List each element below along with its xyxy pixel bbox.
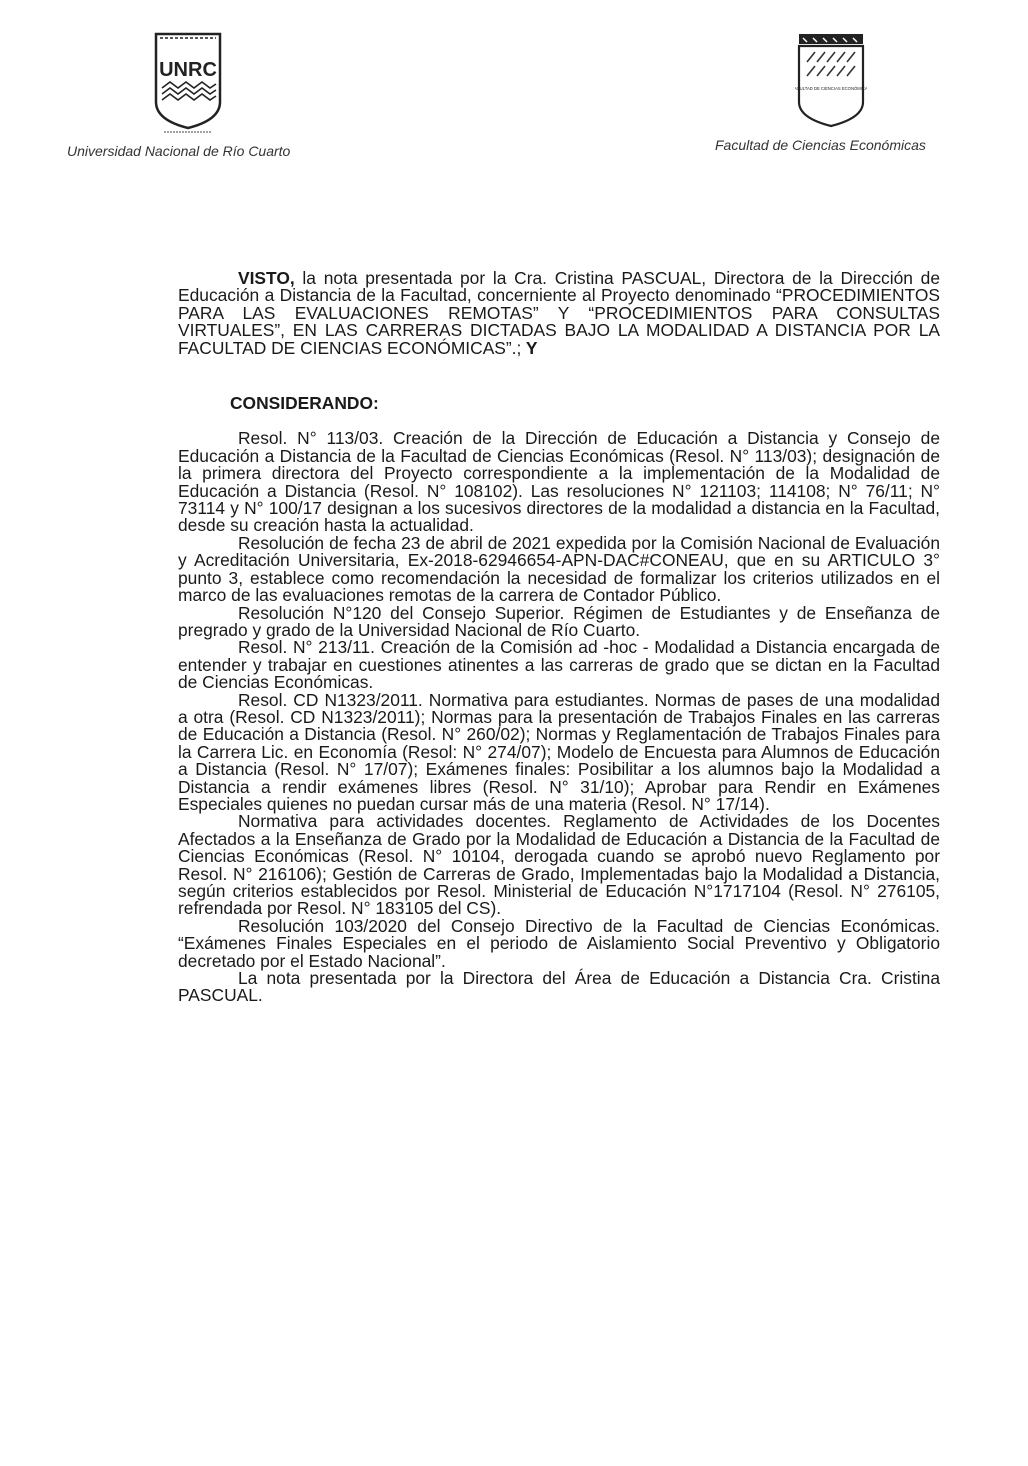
considerando-paragraph: Resolución de fecha 23 de abril de 2021 expedida por la Comisión Nacional de Evaluación y Acreditación Universitaria, Ex-2018-62946654-APN-DAC#CONEAU, que en su ARTICULO 3° punto 3, establece como recomendación la necesidad de formalizar los criterios utilizados en el marco de las evaluaciones remotas de la carrera de Contador Público. xyxy=(178,532,940,606)
considerando-paragraph: La nota presentada por la Directora del Área de Educación a Distancia Cra. Cristina PASCUAL. xyxy=(178,968,940,1006)
faculty-name: Facultad de Ciencias Económicas xyxy=(715,137,926,153)
visto-paragraph xyxy=(178,270,940,357)
university-name: Universidad Nacional de Río Cuarto xyxy=(67,143,291,159)
considerando-paragraph: Resol. N° 113/03. Creación de la Dirección de Educación a Distancia y Consejo de Educación a Distancia de la Facultad de Ciencias Económicas (Resol. N° 113/03); designación de la primera directora del Proyecto correspondiente a la implementación de la Modalidad de Educación a Distancia (Resol. N° 108102). Las resoluciones N° 121103; 114108; N° 76/11; N° 73114 y N° 100/17 designan a los sucesivos directores de la modalidad a distancia en la Facultad, desde su creación hasta la actualidad. xyxy=(178,428,940,536)
considerando-paragraph: Resol. CD N1323/2011. Normativa para estudiantes. Normas de pases de una modalidad a otra (Resol. CD N1323/2011); Normas para la presentación de Trabajos Finales en las carreras de Educación a Distancia (Resol. N° 260/02); Normas y Reglamentación de Trabajos Finales para la Carrera Lic. en Economía (Resol: N° 274/07); Modelo de Encuesta para Alumnos de Educación a Distancia (Resol. N° 17/07); Exámenes finales: Posibilitar a los alumnos bajo la Modalidad a Distancia a rendir exámenes libres (Resol. N° 31/10); Aprobar para Rendir en Exámenes Especiales quienes no puedan cursar más de una materia (Resol. N° 17/14). xyxy=(178,689,940,814)
visto-text: la nota presentada por la Cra. Cristina PASCUAL, Directora de la Dirección de Educación a Distancia de la Facultad, concerniente al Proyecto denominado “PROCEDIMIENTOS PARA LAS EVALUACIONES REMOTAS” Y “PROCEDIMIENTOS PARA CONSULTAS VIRTUALES”, EN LAS CARRERAS DICTADAS BAJO LA MODALIDAD A DISTANCIA POR LA FACULTAD DE CIENCIAS ECONÓMICAS”.; xyxy=(178,268,940,358)
considerando-heading: CONSIDERANDO: xyxy=(230,393,379,414)
visto-end: Y xyxy=(521,337,538,358)
considerando-paragraph: Resolución N°120 del Consejo Superior. Régimen de Estudiantes y de Enseñanza de pregrado y grado de la Universidad Nacional de Río Cuarto. xyxy=(178,602,940,640)
unrc-logo xyxy=(150,28,226,136)
unrc-crest-icon xyxy=(150,28,226,136)
considerando-paragraph: Resolución 103/2020 del Consejo Directivo de la Facultad de Ciencias Económicas. “Exámenes Finales Especiales en el periodo de Aislamiento Social Preventivo y Obligatorio decretado por el Estado Nacional”. xyxy=(178,915,940,971)
document-body xyxy=(178,270,940,1005)
unrc-logo-text: UNRC xyxy=(159,59,217,81)
faculty-crest-icon xyxy=(795,30,867,130)
faculty-logo xyxy=(795,30,867,130)
considerando-paragraph: Resol. N° 213/11. Creación de la Comisión ad -hoc - Modalidad a Distancia encargada de entender y trabajar en cuestiones atinentes a las carreras de grado que se dictan en la Facultad de Ciencias Económicas. xyxy=(178,637,940,693)
considerando-paragraph: Normativa para actividades docentes. Reglamento de Actividades de los Docentes Afectados a la Enseñanza de Grado por la Modalidad de Educación a Distancia de la Facultad de Ciencias Económicas (Resol. N° 10104, derogada cuando se aprobó nuevo Reglamento por Resol. N° 216106); Gestión de Carreras de Grado, Implementadas bajo la Modalidad a Distancia, según criterios establecidos por Resol. Ministerial de Educación N°1717104 (Resol. N° 276105, refrendada por Resol. N° 183105 del CS). xyxy=(178,811,940,919)
faculty-logo-text: FACULTAD DE CIENCIAS ECONÓMICAS xyxy=(795,86,867,91)
visto-label: VISTO, xyxy=(238,268,295,288)
